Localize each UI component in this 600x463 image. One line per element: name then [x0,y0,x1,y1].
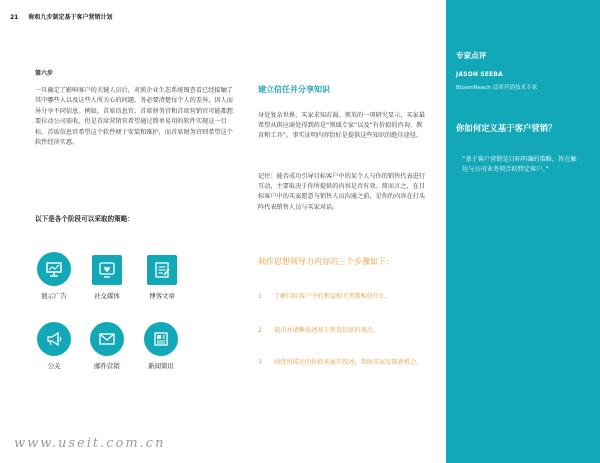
section-label: 第六步 [35,70,54,77]
expert-name: JASON SEEBA [456,72,503,78]
page-number: 21 [10,14,19,21]
presentation-icon [37,252,71,286]
step-text: 提出并清晰表述基于预设信息的观点。 [274,327,380,334]
channel-label: 新闻简讯 [148,362,174,370]
channel-label: 邮件营销 [94,362,120,370]
sidebar-title: 专家点评 [456,51,487,60]
step-item [258,326,424,336]
expert-sidebar [446,0,600,463]
step-text: 了解目标客户中的利益相关者都相信什么。 [274,293,392,300]
megaphone-icon [37,322,71,356]
watermark: www.useit.com.cn [14,436,166,451]
channel-label: 社交媒体 [94,292,120,300]
step-text: 围绕所传达的价值来展开叙述，帮助买家发现新机会。 [274,359,423,366]
steps-title: 制作思想领导力内容的三个步骤如下: [258,257,389,266]
page-header [10,12,112,21]
step-number: 3 [258,359,262,366]
mail-icon [90,322,124,356]
channel-label: 展示广告 [41,292,67,300]
step-item [258,292,424,302]
intro-paragraph: 一旦确定了影响客户的关键人员后，对照企业生态系统图查看已经接触了其中哪些人以及这些人所关心的问题。务必要清楚每个人的差异，因人而异分享不同信息。例如，首席信息官、首席财务官和首席营销官可能都想要拉动公司需收，但是首席营销官希望通过简单易用的软件实现这一目标，首席信息官希望这个软件便于安装和维护，而首席财务官则希望这个软件经济实惠。 [35,87,233,147]
header-title: 称和九步制定基于客户营销计划 [28,14,113,21]
body-paragraph: 身处复杂世界，买家求知若渴。领英的一项研究显示，买家最希望从供应商处得到的是“领域专家”以及“有价值的咨询、教育和工具”。事实证明内容恰好是提供这些知识的绝佳途径。 [258,112,426,140]
newsletter-icon [144,322,178,356]
sidebar-question: 你如何定义基于客户营销？ [456,123,557,133]
channel-label: 博客文章 [149,292,175,300]
strategy-heading: 以下是各个阶段可以采取的策略： [35,215,134,223]
step-number: 1 [258,293,262,300]
blog-icon [147,255,177,285]
section-title: 建立信任并分享知识 [258,85,330,94]
step-number: 2 [258,327,262,334]
step-item [258,358,424,368]
social-media-icon [92,255,122,285]
expert-role: BloomReach 首席营销技术专家 [456,85,538,91]
channel-label: 公关 [47,362,61,370]
expert-quote: “基于客户营销是目标明确的策略，旨在触达与公司业务契合的特定客户。” [462,156,577,173]
note-paragraph: 记住：能否成功引导目标客户中的某个人与你的销售代表进行互动，主要取决于你所提供的内容是否有效。简而言之，在目标客户中的买家愿意与销售人员沟通之前，是你的内容在打头阵代表销售人员与买家对话。 [258,173,426,211]
